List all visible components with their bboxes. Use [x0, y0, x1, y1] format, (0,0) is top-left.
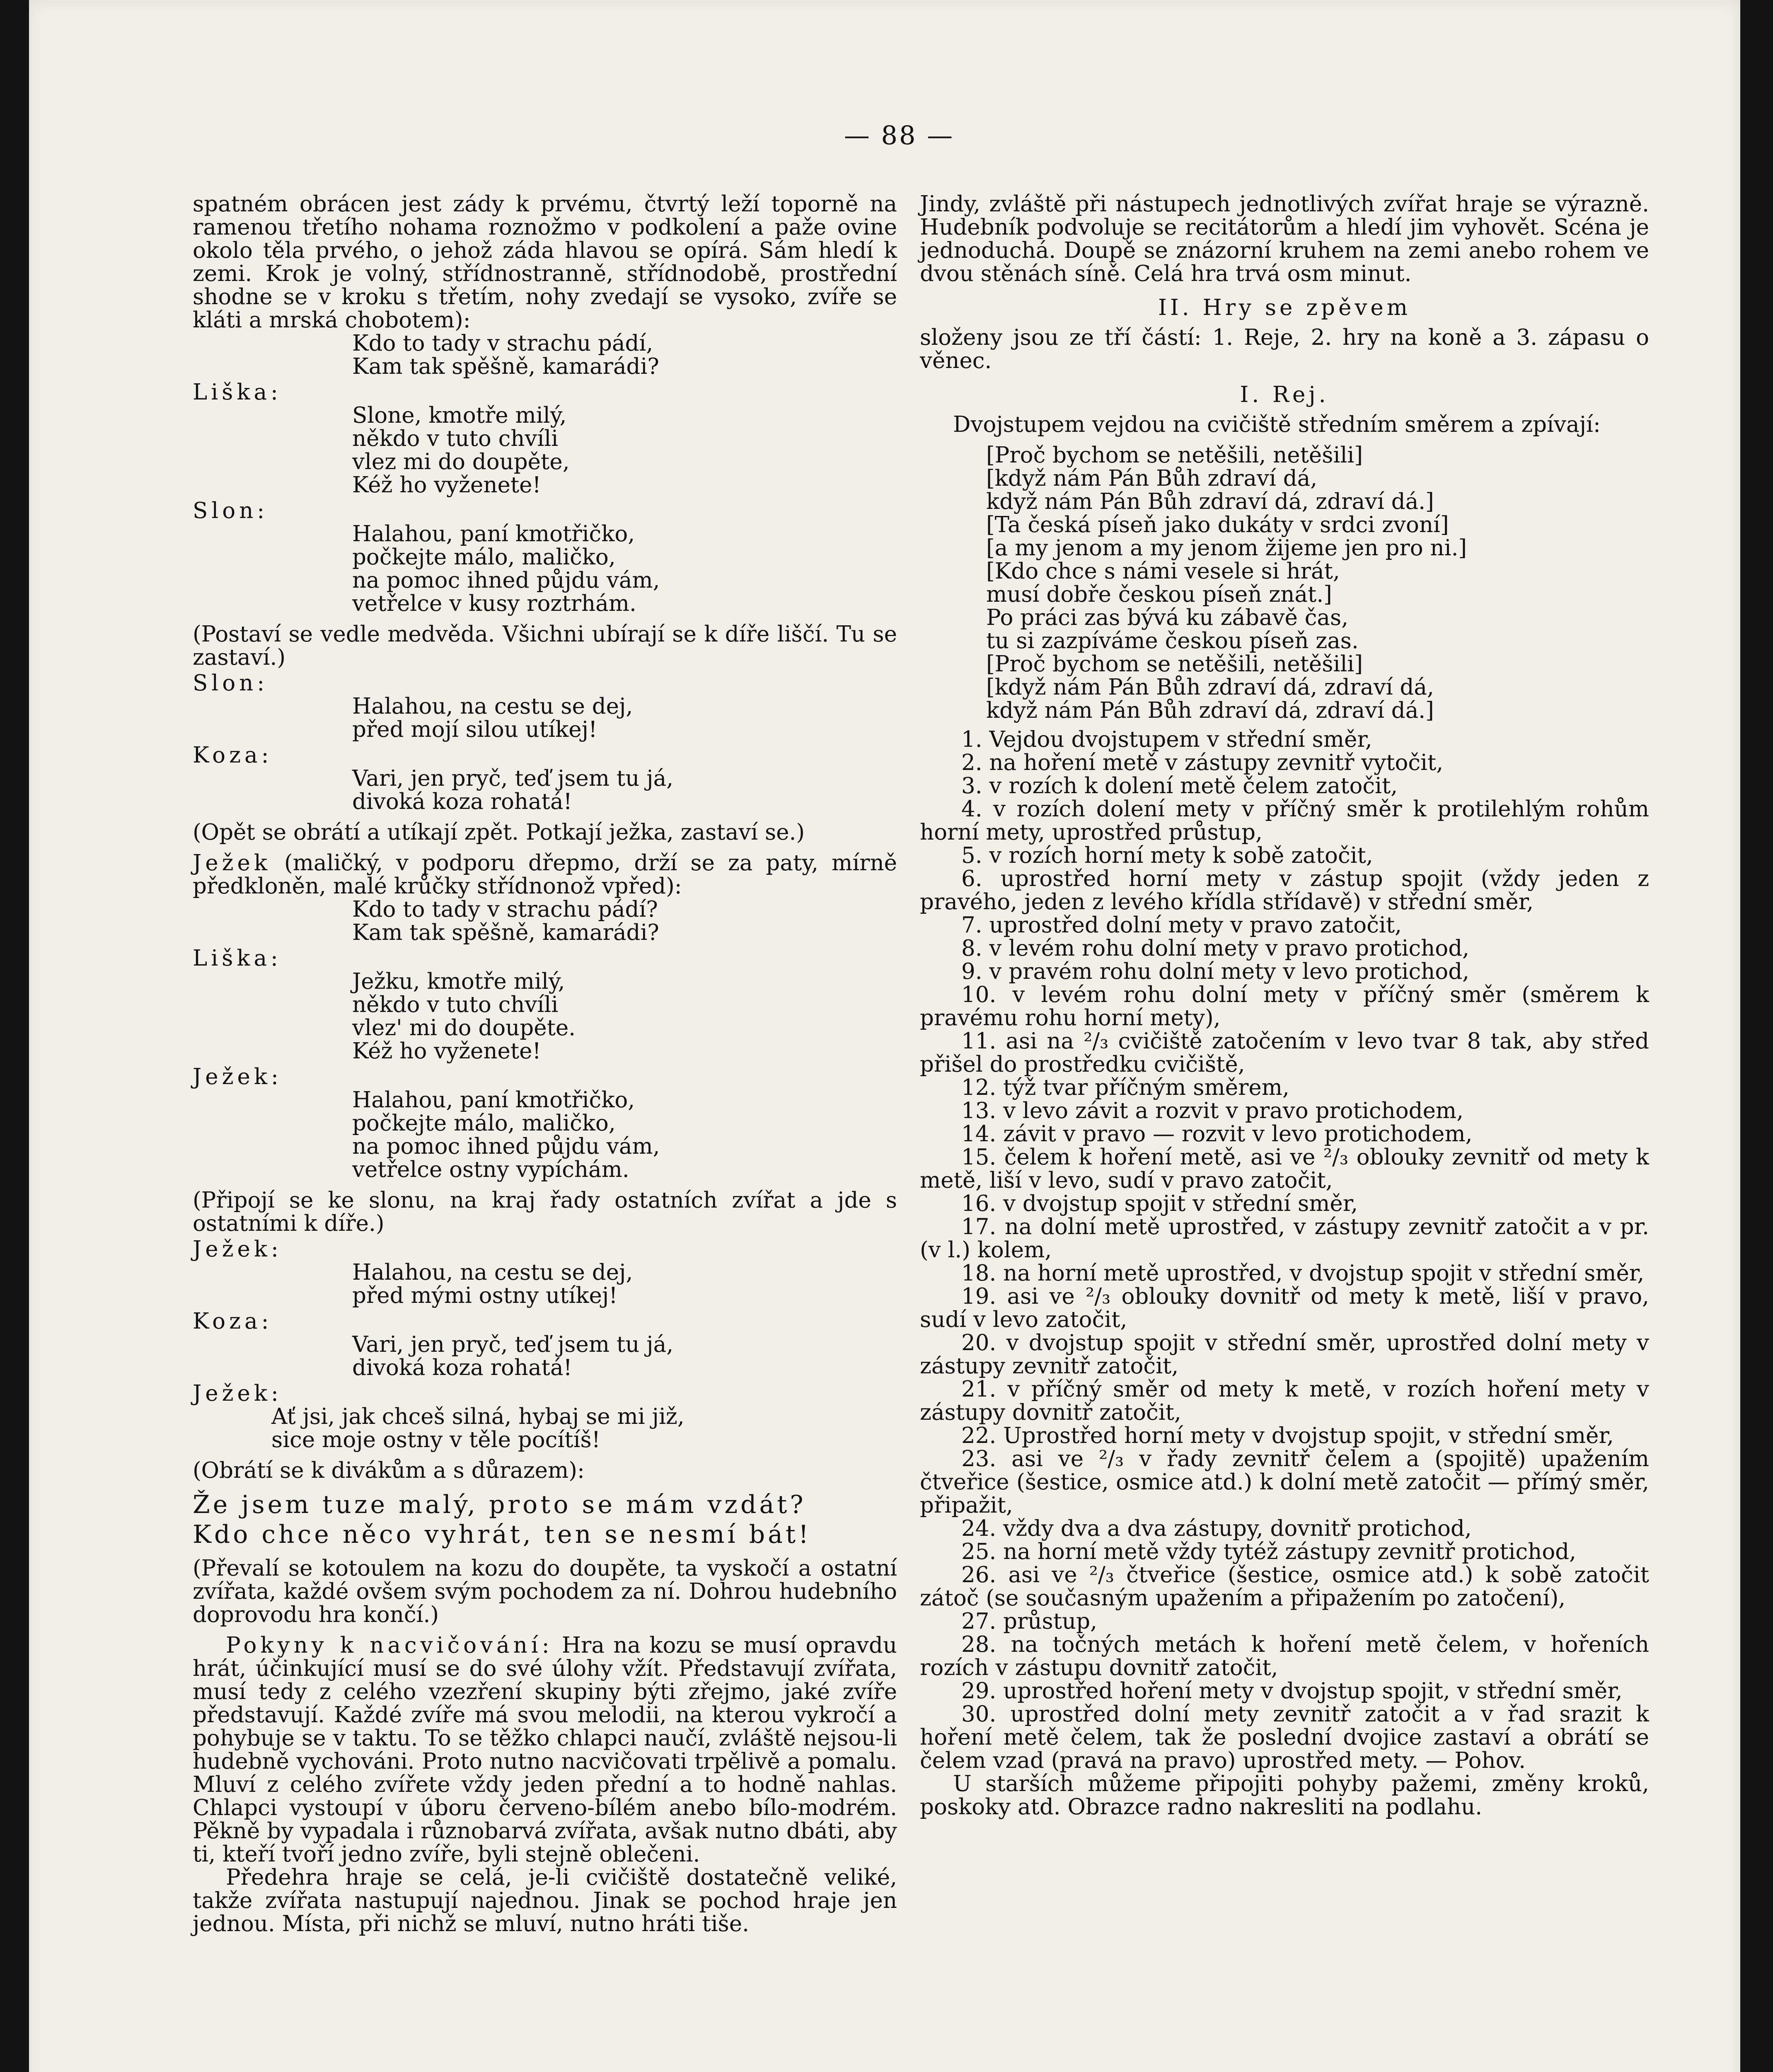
song-lyrics — [920, 444, 1649, 722]
verse-line: Vari, jen pryč, teď jsem tu já, — [352, 1332, 674, 1357]
verse-line: vetřelce ostny vypíchám. — [352, 1157, 629, 1182]
song-line: [Proč bychom se netěšili, netěšili] — [986, 443, 1363, 468]
step-item: 22. Uprostřed horní mety v dvojstup spojit, v střední směr, — [961, 1423, 1614, 1448]
song-line: [Ta česká píseň jako dukáty v srdci zvoní] — [986, 512, 1449, 537]
verse-line: někdo v tuto chvíli — [352, 992, 559, 1017]
verse-line: počkejte málo, maličko, — [352, 545, 616, 570]
step-item: 28. na točných metách k hoření metě čelem, v hořeních rozích v zástupu dovnitř zatočit, — [920, 1632, 1649, 1680]
step-item: 13. v levo závit a rozvit v pravo protichodem, — [961, 1098, 1464, 1123]
stage-direction: (Postaví se vedle medvěda. Všichni ubírají se k díře liščí. Tu se zastaví.) — [193, 622, 897, 670]
character-name: Ježek — [193, 850, 271, 876]
song-line: tu si zazpíváme českou píseň zas. — [986, 628, 1359, 654]
section-heading: II. Hry se zpěvem — [1158, 295, 1411, 320]
scanned-page — [29, 0, 1740, 2072]
instructions-label: Pokyny k nacvičování: — [226, 1633, 553, 1658]
verse-line: Kam tak spěšně, kamarádi? — [352, 354, 659, 379]
verse-line: Kéž ho vyženete! — [352, 472, 541, 498]
step-item: 26. asi ve ²/₃ čtveřice (šestice, osmice atd.) k sobě zatočit zátoč (se současným upažením a připažením po zatočení), — [920, 1562, 1649, 1611]
verse-line: vlez' mi do doupěte. — [352, 1015, 576, 1041]
emphasis-line: Že jsem tuze malý, proto se mám vzdát? — [193, 1490, 806, 1519]
speaker-label: Koza: — [193, 743, 273, 768]
verse-line: Halahou, na cestu se dej, — [352, 1260, 633, 1285]
verse-line: Kdo to tady v strachu pádí, — [352, 331, 653, 356]
song-line: [když nám Pán Bůh zdraví dá, zdraví dá, — [986, 675, 1434, 700]
stage-direction: (Opět se obrátí a utíkají zpět. Potkají ježka, zastaví se.) — [193, 820, 805, 845]
instructions-text: Hra na kozu se musí opravdu hrát, účinkující musí se do své úlohy vžít. Představují zvířata, musí tedy z celého vzezření skupiny býti zřejmo, jaké zvíře představují. Každé zvíře má svou melodii, na kterou vykročí a pohybuje se v taktu. To se těžko chlapci naučí, zvláště nejsou-li hudebně vychováni. Proto nutno nacvičovati trpělivě a pomalu. Mluví z celého zvířete vždy jeden přední a to hodně nahlas. Chlapci vystoupí v úboru červeno-bílém anebo bílo-modrém. Pěkně by vypadala i různobarvá zvířata, avšak nutno dbáti, aby ti, kteří tvoří jedno zvíře, byli stejně oblečeni. — [193, 1633, 897, 1867]
speaker-label: Slon: — [193, 498, 268, 523]
step-item: 11. asi na ²/₃ cvičiště zatočením v levo tvar 8 tak, aby střed přišel do prostředku cvičiště, — [920, 1029, 1649, 1077]
verse-line: Kdo to tady v strachu pádí? — [352, 897, 658, 922]
step-item: 27. průstup, — [961, 1609, 1097, 1634]
speaker-label: Slon: — [193, 670, 268, 696]
verse-7 — [193, 970, 897, 1063]
step-item: 18. na horní metě uprostřed, v dvojstup spojit v střední směr, — [961, 1261, 1645, 1286]
page-number: — 88 — — [844, 120, 955, 150]
prelude-paragraph: Předehra hraje se celá, je-li cvičiště dostatečně veliké, takže zvířata nastupují najednou. Jinak se pochod hraje jen jednou. Místa, při nichž se mluví, nutno hráti tiše. — [193, 1865, 897, 1936]
speaker-label: Koza: — [193, 1309, 273, 1334]
continuation-paragraph: Jindy, zvláště při nástupech jednotlivých zvířat hraje se výrazně. Hudebník podvoluje se recitátorům a hledí jim vyhovět. Scéna je jednoduchá. Doupě se znázorní kruhem na zemi anebo rohem ve dvou stěnách síně. Celá hra trvá osm minut. — [920, 191, 1649, 286]
step-item: 20. v dvojstup spojit v střední směr, uprostřed dolní mety v zástupy zevnitř zatočit, — [920, 1330, 1649, 1379]
verse-10 — [193, 1333, 897, 1380]
verse-5 — [193, 767, 897, 813]
song-line: musí dobře českou píseň znát.] — [986, 582, 1332, 607]
speaker-label: Ježek: — [193, 1064, 282, 1089]
step-item: 3. v rozích k dolení metě čelem zatočit, — [961, 773, 1398, 799]
steps-list — [920, 728, 1649, 1772]
stage-direction: (Obrátí se k divákům a s důrazem): — [193, 1458, 585, 1483]
verse-line: vlez mi do doupěte, — [352, 449, 570, 474]
verse-line: Ať jsi, jak chceš silná, hybaj se mi již, — [271, 1404, 685, 1429]
verse-line: někdo v tuto chvíli — [352, 426, 559, 451]
verse-8 — [193, 1089, 897, 1181]
step-item: 16. v dvojstup spojit v střední směr, — [961, 1191, 1358, 1216]
rej-intro: Dvojstupem vejdou na cvičiště středním směrem a zpívají: — [953, 412, 1601, 437]
verse-line: Kam tak spěšně, kamarádi? — [352, 920, 659, 945]
verse-line: na pomoc ihned půjdu vám, — [352, 1134, 660, 1159]
step-item: 23. asi ve ²/₃ v řady zevnitř čelem a (spojitě) upažením čtveřice (šestice, osmice atd.) k dolní metě zatočit — přímý směr, připažit, — [920, 1446, 1649, 1518]
speaker-label: Ježek: — [193, 1237, 282, 1262]
verse-line: vetřelce v kusy roztrhám. — [352, 591, 636, 616]
step-item: 1. Vejdou dvojstupem v střední směr, — [961, 727, 1372, 752]
speaker-label: Ježek: — [193, 1381, 282, 1406]
song-line: [a my jenom a my jenom žijeme jen pro ni.] — [986, 535, 1467, 561]
verse-6 — [193, 898, 897, 944]
step-item: 29. uprostřed hoření mety v dvojstup spojit, v střední směr, — [961, 1678, 1623, 1704]
step-item: 21. v příčný směr od mety k metě, v rozích hoření mety v zástupy dovnitř zatočit, — [920, 1377, 1649, 1425]
verse-line: Slone, kmotře milý, — [352, 403, 567, 428]
speaker-label: Liška: — [193, 946, 282, 971]
verse-line: sice moje ostny v těle pocítíš! — [271, 1427, 601, 1452]
step-item: 15. čelem k hoření metě, asi ve ²/₃ oblouky zevnitř od mety k metě, liší v levo, sudí v pravo zatočit, — [920, 1145, 1649, 1193]
verse-line: před mými ostny utíkej! — [352, 1283, 618, 1308]
section-intro: složeny jsou ze tří částí: 1. Reje, 2. hry na koně a 3. zápasu o věnec. — [920, 325, 1649, 373]
stage-direction: (Převalí se kotoulem na kozu do doupěte, ta vyskočí a ostatní zvířata, každé ovšem svým pochodem za ní. Dohrou hudebního doprovodu hra končí.) — [193, 1556, 897, 1627]
step-item: 14. závit v pravo — rozvit v levo protichodem, — [961, 1121, 1473, 1147]
step-item: 19. asi ve ²/₃ oblouky dovnitř od mety k metě, liší v pravo, sudí v levo zatočit, — [920, 1284, 1649, 1332]
verse-2 — [193, 404, 897, 497]
song-line: [Proč bychom se netěšili, netěšili] — [986, 651, 1363, 677]
step-item: 6. uprostřed horní mety v zástup spojit (vždy jeden z pravého, jeden z levého křídla střídavě) v střední směr, — [920, 866, 1649, 915]
right-column — [920, 193, 1649, 1819]
song-line: Po práci zas bývá ku zábavě čas, — [986, 605, 1349, 630]
step-item: 10. v levém rohu dolní mety v příčný směr (směrem k pravému rohu horní mety), — [920, 982, 1649, 1031]
song-line: [když nám Pán Bůh zdraví dá, — [986, 466, 1318, 491]
verse-line: před mojí silou utíkej! — [352, 717, 597, 742]
intro-paragraph: spatném obrácen jest zády k prvému, čtvrtý leží toporně na ramenou třetího nohama roznožmo v podkolení a paže ovine okolo těla prvého, o jehož záda hlavou se opírá. Sám hledí k zemi. Krok je volný, střídnostranně, střídnodobě, prostřední shodne se v kroku s třetím, nohy zvedají se vysoko, zvíře se kláti a mrská chobotem): — [193, 191, 897, 333]
song-line: když nám Pán Bůh zdraví dá, zdraví dá.] — [986, 698, 1434, 723]
step-item: 25. na horní metě vždy tytéž zástupy zevnitř protichod, — [961, 1539, 1576, 1564]
verse-line: Halahou, paní kmotřičko, — [352, 521, 635, 547]
verse-line: Vari, jen pryč, teď jsem tu já, — [352, 766, 674, 791]
emphasis-line: Kdo chce něco vyhrát, ten se nesmí bát! — [193, 1520, 812, 1549]
instructions-paragraph — [193, 1634, 897, 1866]
step-item: 7. uprostřed dolní mety v pravo zatočit, — [961, 913, 1402, 938]
verse-line: Halahou, paní kmotřičko, — [352, 1087, 635, 1113]
verse-9 — [193, 1261, 897, 1307]
verse-line: počkejte málo, maličko, — [352, 1111, 616, 1136]
verse-line: na pomoc ihned půjdu vám, — [352, 568, 660, 593]
verse-line: Ježku, kmotře milý, — [352, 969, 565, 994]
left-column — [193, 193, 897, 1936]
verse-line: Kéž ho vyženete! — [352, 1038, 541, 1064]
step-item: 4. v rozích dolení mety v příčný směr k protilehlým rohům horní mety, uprostřed průstup, — [920, 796, 1649, 845]
step-item: 17. na dolní metě uprostřed, v zástupy zevnitř zatočit a v pr. (v l.) kolem, — [920, 1214, 1649, 1263]
song-line: když nám Pán Bůh zdraví dá, zdraví dá.] — [986, 489, 1434, 514]
closing-paragraph: U starších můžeme připojiti pohyby pažemi, změny kroků, poskoky atd. Obrazce radno nakresliti na podlahu. — [920, 1771, 1649, 1820]
verse-line: Halahou, na cestu se dej, — [352, 694, 633, 719]
step-item: 30. uprostřed dolní mety zevnitř zatočit a v řad srazit k hoření metě čelem, tak že poslední dvojice zastaví a obrátí se čelem vzad (pravá na pravo) uprostřed mety. — Pohov. — [920, 1702, 1649, 1773]
step-item: 24. vždy dva a dva zástupy, dovnitř protichod, — [961, 1516, 1472, 1541]
step-item: 9. v pravém rohu dolní mety v levo protichod, — [961, 959, 1469, 984]
verse-line: divoká koza rohatá! — [352, 789, 572, 814]
subsection-heading: I. Rej. — [1240, 382, 1329, 407]
verse-line: divoká koza rohatá! — [352, 1355, 572, 1380]
speaker-label: Liška: — [193, 380, 282, 405]
stage-direction — [193, 852, 897, 898]
verse-1 — [193, 332, 897, 378]
verse-11 — [193, 1405, 897, 1452]
step-item: 12. týž tvar příčným směrem, — [961, 1075, 1289, 1100]
stage-direction: (Připojí se ke slonu, na kraj řady ostatních zvířat a jde s ostatními k díře.) — [193, 1188, 897, 1236]
step-item: 5. v rozích horní mety k sobě zatočit, — [961, 843, 1373, 868]
character-description: (maličký, v podporu dřepmo, drží se za paty, mírně předkloněn, malé krůčky střídnonož vpřed): — [193, 850, 897, 899]
verse-3 — [193, 523, 897, 615]
verse-4 — [193, 695, 897, 741]
step-item: 2. na hoření metě v zástupy zevnitř vytočit, — [961, 750, 1444, 775]
step-item: 8. v levém rohu dolní mety v pravo protichod, — [961, 936, 1469, 961]
song-line: [Kdo chce s námi vesele si hrát, — [986, 559, 1340, 584]
